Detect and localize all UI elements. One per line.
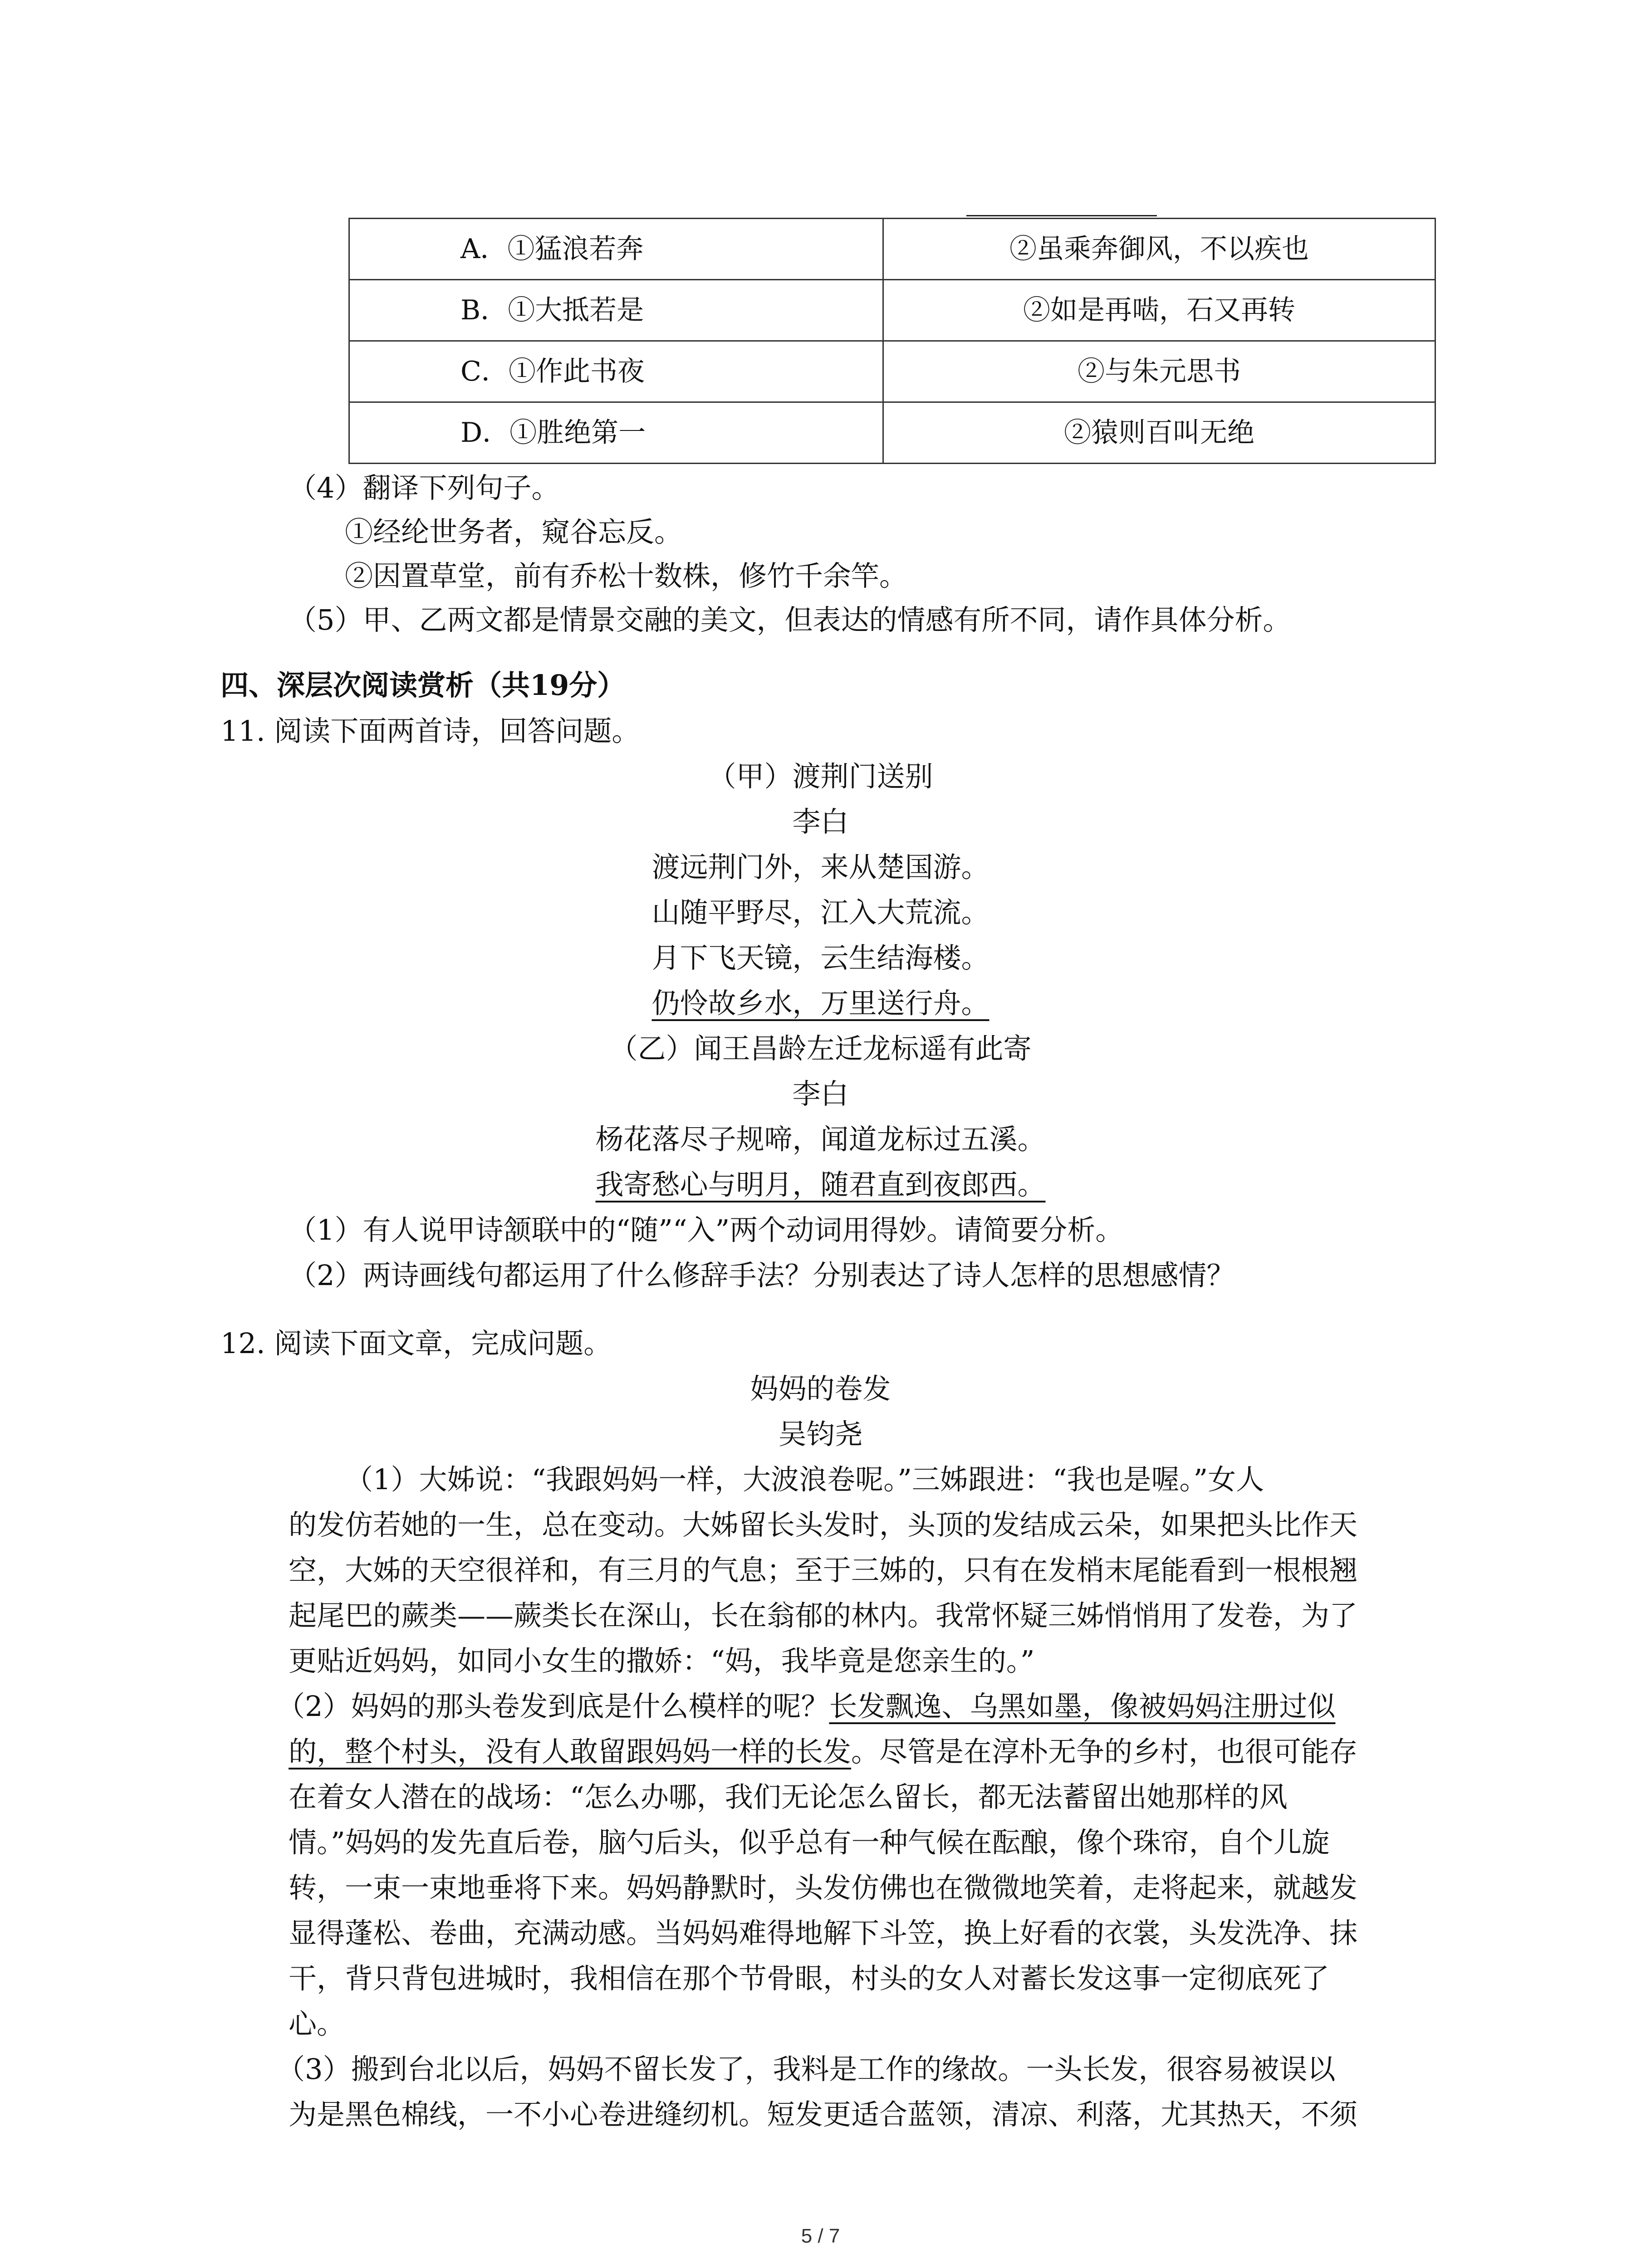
q11-sub1: （1）有人说甲诗颔联中的“随”“入”两个动词用得妙。请简要分析。	[289, 1213, 1124, 1246]
underlined-text: 的，整个村头，没有人敢留跟妈妈一样的长发	[289, 1735, 852, 1768]
page-number: 5 / 7	[801, 2225, 840, 2247]
article-line: 显得蓬松、卷曲，充满动感。当妈妈难得地解下斗笠，换上好看的衣裳，头发洗净、抹	[289, 1916, 1358, 1950]
poem1-line: 月下飞天镜，云生结海楼。	[652, 941, 989, 974]
q10-sub5: （5）甲、乙两文都是情景交融的美文，但表达的情感有所不同，请作具体分析。	[289, 603, 1291, 636]
section-heading: 四、深层次阅读赏析（共19分）	[220, 669, 626, 702]
poem1-line: 渡远荆门外，来从楚国游。	[652, 850, 989, 884]
poem2-line: 杨花落尽子规啼，闻道龙标过五溪。	[595, 1123, 1046, 1156]
poem2-title: （乙）闻王昌龄左迁龙标遥有此寄	[609, 1032, 1032, 1065]
article-line: 的发仿若她的一生，总在变动。大姊留长头发时，头顶的发结成云朵，如果把头比作天	[289, 1508, 1358, 1541]
q12-prompt: 12. 阅读下面文章，完成问题。	[220, 1327, 612, 1360]
article-line: 在着女人潜在的战场：“怎么办哪，我们无论怎么留长，都无法蓄留出她那样的风	[289, 1780, 1288, 1813]
article-line: 为是黑色棉线，一不小心卷进缝纫机。短发更适合蓝领，清凉、利落，尤其热天，不须	[289, 2098, 1358, 2131]
q11-sub2: （2）两诗画线句都运用了什么修辞手法？分别表达了诗人怎样的思想感情？	[289, 1259, 1235, 1292]
option-second-cell: ②与朱元思书	[883, 341, 1435, 402]
option-cell: A．①猛浪若奔	[349, 219, 883, 280]
article-line	[289, 1731, 1357, 1773]
underlined-text: 仍怜故乡水，万里送行舟。	[652, 987, 989, 1020]
underlined-text: 我寄愁心与明月，随君直到夜郎西。	[595, 1168, 1046, 1201]
poem1-line: 山随平野尽，江入大荒流。	[652, 896, 989, 929]
article-line: 转，一束一束地垂将下来。妈妈静默时，头发仿佛也在微微地笑着，走将起来，就越发	[289, 1871, 1358, 1904]
article-line: 更贴近妈妈，如同小女生的撒娇：“妈，我毕竟是您亲生的。”	[289, 1644, 1035, 1677]
article-author: 吴钧尧	[778, 1418, 863, 1451]
option-cell: B．①大抵若是	[349, 280, 883, 341]
article-line: 干，背只背包进城时，我相信在那个节骨眼，村头的女人对蓄长发这事一定彻底死了	[289, 1962, 1330, 1995]
article-line: 空，大姊的天空很祥和，有三月的气息；至于三姊的，只有在发梢末尾能看到一根根翘	[289, 1554, 1358, 1587]
article-line: （1）大姊说：“我跟妈妈一样，大波浪卷呢。”三姊跟进：“我也是喔。”女人	[345, 1463, 1264, 1496]
q10-sentence-2: ②因置草堂，前有乔松十数株，修竹千余竿。	[345, 559, 908, 592]
table-row	[349, 219, 1435, 280]
article-line: 起尾巴的蕨类——蕨类长在深山，长在翁郁的林内。我常怀疑三姊悄悄用了发卷，为了	[289, 1599, 1358, 1632]
option-second-cell: ②如是再啮，石又再转	[883, 280, 1435, 341]
option-second-cell: ②猿则百叫无绝	[883, 402, 1435, 464]
table-row	[349, 402, 1435, 464]
article-line	[277, 1686, 1335, 1727]
article-title: 妈妈的卷发	[750, 1372, 891, 1405]
article-line: 情。”妈妈的发先直后卷，脑勺后头，似乎总有一种气候在酝酿，像个珠帘，自个儿旋	[289, 1826, 1330, 1859]
plain-text: （2）妈妈的那头卷发到底是什么模样的呢？	[277, 1690, 829, 1723]
q10-sub4: （4）翻译下列句子。	[289, 471, 560, 504]
top-rule	[966, 215, 1157, 216]
options-table	[348, 218, 1436, 464]
poem2-author: 李白	[792, 1077, 849, 1110]
option-cell: C．①作此书夜	[349, 341, 883, 402]
table-row	[349, 280, 1435, 341]
option-cell: D．①胜绝第一	[349, 402, 883, 464]
table-row	[349, 341, 1435, 402]
q11-prompt: 11. 阅读下面两首诗，回答问题。	[220, 714, 640, 748]
poem1-line-underlined	[0, 982, 1641, 1024]
option-second-cell: ②虽乘奔御风，不以疾也	[883, 219, 1435, 280]
poem1-title: （甲）渡荆门送别	[708, 760, 933, 793]
article-line: 心。	[289, 2007, 345, 2040]
poem1-author: 李白	[792, 805, 849, 838]
underlined-text: 长发飘逸、乌黑如墨，像被妈妈注册过似	[829, 1690, 1336, 1723]
poem2-line-underlined	[0, 1164, 1641, 1206]
q10-sentence-1: ①经纶世务者，窥谷忘反。	[345, 515, 683, 548]
plain-text: 。尽管是在淳朴无争的乡村，也很可能存	[851, 1735, 1358, 1768]
article-line: （3）搬到台北以后，妈妈不留长发了，我料是工作的缘故。一头长发，很容易被误以	[277, 2053, 1336, 2086]
